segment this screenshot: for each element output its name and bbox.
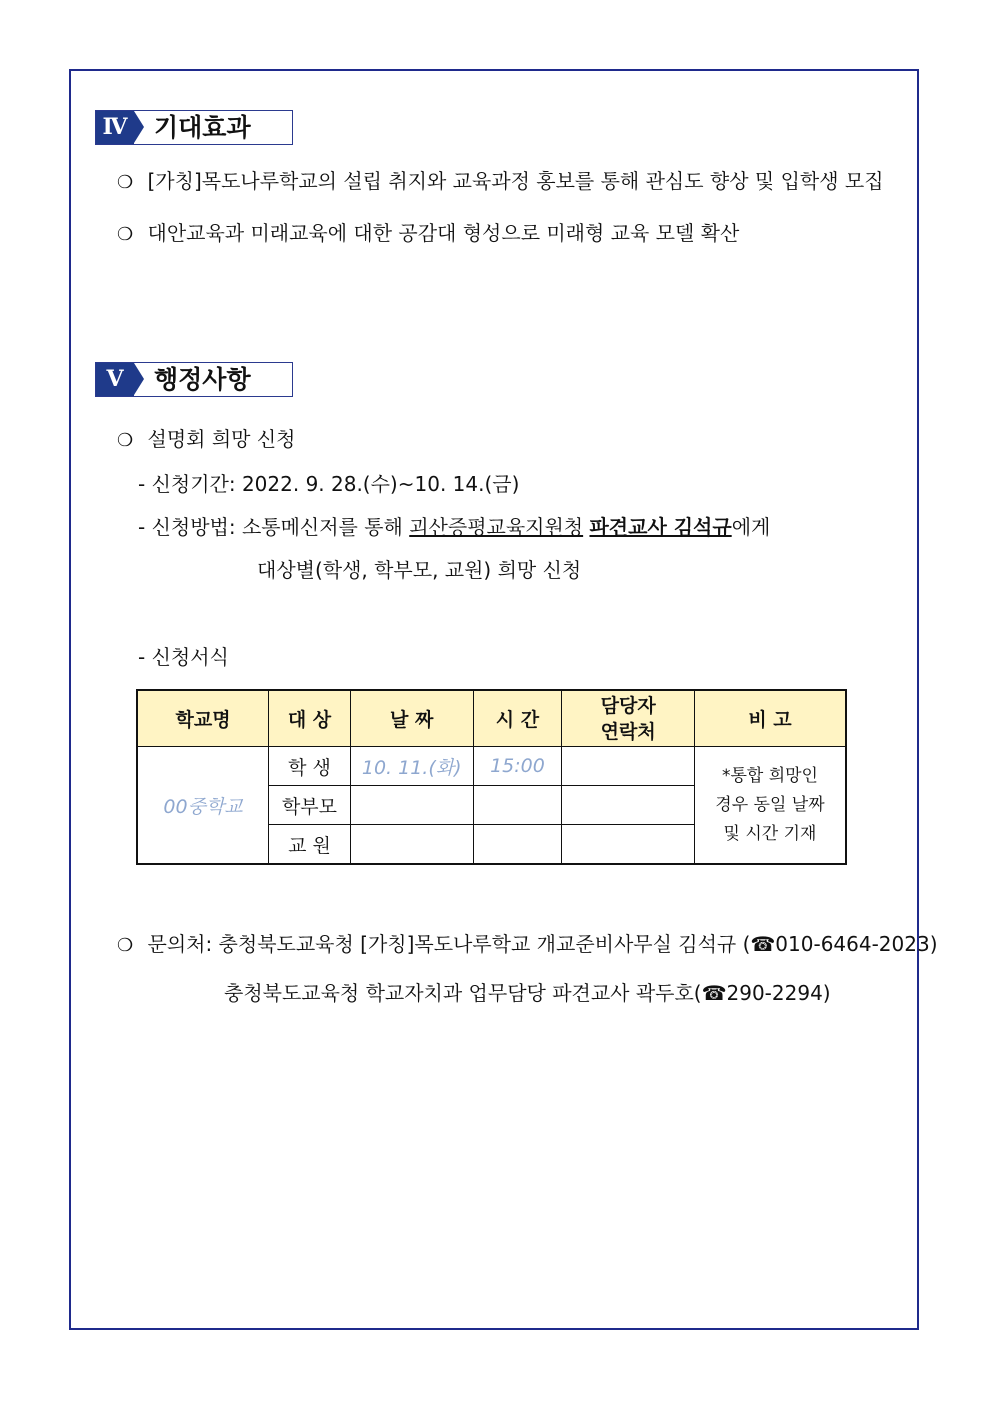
- school-name-example: 00중학교: [137, 747, 269, 865]
- arrow-icon: [134, 111, 144, 143]
- contact-info-line2: 충청북도교육청 학교자치과 업무담당 파견교사 곽두호(☎290-2294): [224, 981, 831, 1005]
- application-method: [138, 513, 770, 541]
- section-4-item-1: [117, 167, 884, 197]
- section-5-number: Ⅴ: [96, 363, 134, 396]
- section-4-item-2: [117, 219, 739, 249]
- time-cell[interactable]: [473, 825, 562, 865]
- time-example: 15:00: [473, 747, 562, 786]
- date-cell[interactable]: [350, 825, 473, 865]
- header-time: 시 간: [473, 690, 562, 747]
- section-5-title: 행정사항: [154, 365, 251, 394]
- bullet-icon: ❍: [117, 172, 134, 193]
- application-form-table: [136, 689, 847, 865]
- method-suffix: 에게: [731, 515, 771, 539]
- header-contact: 담당자 연락처: [562, 690, 695, 747]
- arrow-icon: [134, 363, 144, 395]
- note-cell: *통합 희망인 경우 동일 날짜 및 시간 기재: [694, 747, 846, 865]
- method-office: 괴산증평교육지원청: [409, 515, 584, 539]
- header-target: 대 상: [269, 690, 351, 747]
- header-note: 비 고: [694, 690, 846, 747]
- item-text: [가칭]목도나루학교의 설립 취지와 교육과정 홍보를 통해 관심도 향상 및 입학생 모집: [147, 169, 884, 193]
- section-5-item-1: [117, 425, 295, 455]
- header-school: 학교명: [137, 690, 269, 747]
- contact-cell[interactable]: [562, 825, 695, 865]
- form-label: - 신청서식: [138, 645, 229, 669]
- bullet-icon: ❍: [117, 224, 134, 245]
- target-parent: 학부모: [269, 786, 351, 825]
- item-text: 대안교육과 미래교육에 대한 공감대 형성으로 미래형 교육 모델 확산: [147, 221, 740, 245]
- contact-info: [117, 930, 938, 960]
- contact-cell[interactable]: [562, 786, 695, 825]
- section-4-number: Ⅳ: [96, 111, 134, 144]
- section-4-heading: [95, 110, 293, 145]
- table-header-row: [137, 690, 846, 747]
- date-example: 10. 11.(화): [350, 747, 473, 786]
- contact-cell[interactable]: [562, 747, 695, 786]
- method-person: 파견교사 김석규: [589, 515, 732, 539]
- bullet-icon: ❍: [117, 430, 134, 451]
- application-period: - 신청기간: 2022. 9. 28.(수)~10. 14.(금): [138, 472, 520, 496]
- contact-text: 문의처: 충청북도교육청 [가칭]목도나루학교 개교준비사무실 김석규 (☎010-6464-2023): [147, 932, 938, 956]
- bullet-icon: ❍: [117, 935, 134, 956]
- method-prefix: - 신청방법: 소통메신저를 통해: [138, 515, 403, 539]
- item-text: 설명회 희망 신청: [147, 427, 296, 451]
- table-row: [137, 747, 846, 786]
- target-student: 학 생: [269, 747, 351, 786]
- section-4-title: 기대효과: [154, 113, 251, 142]
- application-method-line2: 대상별(학생, 학부모, 교원) 희망 신청: [257, 558, 582, 582]
- header-date: 날 짜: [350, 690, 473, 747]
- target-teacher: 교 원: [269, 825, 351, 865]
- time-cell[interactable]: [473, 786, 562, 825]
- date-cell[interactable]: [350, 786, 473, 825]
- section-5-heading: [95, 362, 293, 397]
